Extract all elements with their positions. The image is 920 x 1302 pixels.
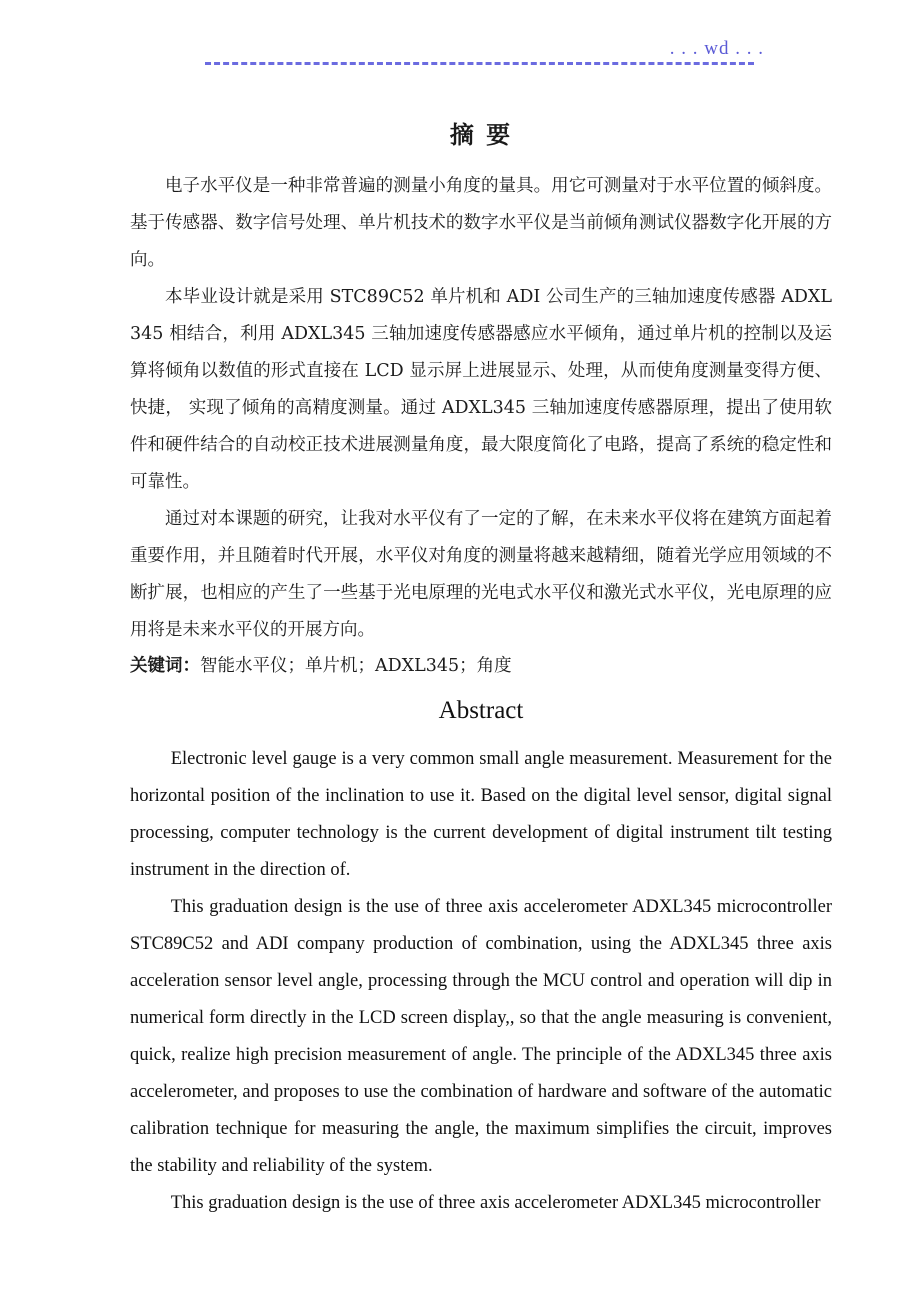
chinese-abstract-paragraph-2: 本毕业设计就是采用 STC89C52 单片机和 ADI 公司生产的三轴加速度传感器 ADXL345 相结合，利用 ADXL345 三轴加速度传感器感应水平倾角，通过单片机的控制以及运算将倾角以数值的形式直接在 LCD 显示屏上进展显示、处理，从而使角度测量变得方便、快捷， 实现了倾角的高精度测量。通过 ADXL345 三轴加速度传感器原理，提出了使用软件和硬件结合的自动校正技术进展测量角度，最大限度简化了电路，提高了系统的稳定性和可靠性。 — [130, 287, 832, 492]
chinese-abstract-paragraph-1: 电子水平仪是一种非常普遍的测量小角度的量具。用它可测量对于水平位置的倾斜度。基于传感器、数字信号处理、单片机技术的数字水平仪是当前倾角测试仪器数字化开展的方向。 — [130, 176, 832, 270]
header-dashed-rule — [205, 62, 754, 65]
english-abstract-paragraph-3: This graduation design is the use of three axis accelerometer ADXL345 microcontroller — [170, 1193, 821, 1213]
english-abstract-paragraph-2: This graduation design is the use of three axis accelerometer ADXL345 microcontroller STC89C52 and ADI company production of combination, using the ADXL345 three axis acceleration sensor level angle, processing through the MCU control and operation will dip in numerical form directly in the LCD screen display,, so that the angle measuring is convenient, quick, realize high precision measurement of angle. The principle of the ADXL345 three axis accelerometer, and proposes to use the combination of hardware and software of the automatic calibration technique for measuring the angle, the maximum simplifies the circuit, improves the stability and reliability of the system. — [130, 897, 832, 1176]
english-abstract-paragraph-1: Electronic level gauge is a very common small angle measurement. Measurement for the horizontal position of the inclination to use it. Based on the digital level sensor, digital signal processing, computer technology is the current development of digital instrument tilt testing instrument in the direction of. — [130, 749, 832, 880]
english-abstract-heading: Abstract — [438, 697, 524, 724]
keywords-label: 关键词： — [130, 656, 200, 676]
keywords-value: 智能水平仪；单片机；ADXL345；角度 — [200, 656, 512, 676]
document-content — [130, 118, 832, 1222]
header-watermark-text: . . . wd . . . — [669, 38, 764, 59]
chinese-abstract-paragraph-3: 通过对本课题的研究，让我对水平仪有了一定的了解，在未来水平仪将在建筑方面起着重要作用，并且随着时代开展，水平仪对角度的测量将越来越精细，随着光学应用领域的不断扩展，也相应的产生了一些基于光电原理的光电式水平仪和激光式水平仪，光电原理的应用将是未来水平仪的开展方向。 — [130, 509, 832, 640]
page-header — [0, 36, 920, 70]
chinese-abstract-heading: 摘 要 — [449, 121, 513, 149]
chinese-keywords-line — [130, 649, 832, 683]
